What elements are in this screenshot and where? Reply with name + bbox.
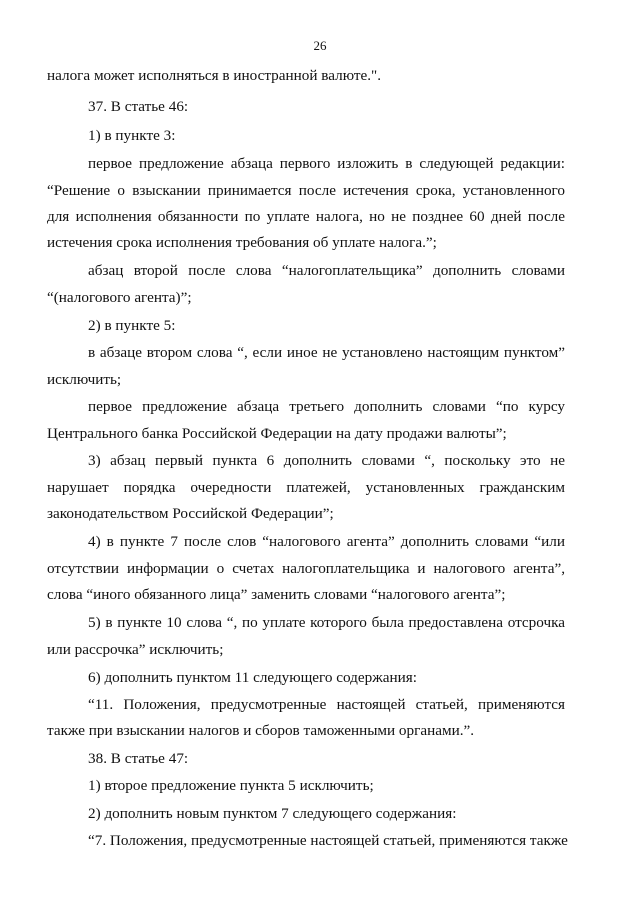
text-line: 5) в пункте 10 слова “, по уплате которого была предоставлена отсрочка <box>88 614 565 631</box>
text-line: для исполнения обязанности по уплате налога, но не позднее 60 дней после <box>47 208 565 225</box>
text-line: исключить; <box>47 371 122 388</box>
page-number: 26 <box>313 38 327 53</box>
text-line: в абзаце втором слова “, если иное не установлено настоящим пунктом” <box>88 344 565 361</box>
text-line: 1) в пункте 3: <box>88 127 176 144</box>
article-heading: 38. В статье 47: <box>88 750 189 767</box>
article-heading: 37. В статье 46: <box>88 98 189 115</box>
text-line: Центрального банка Российской Федерации на дату продажи валюты”; <box>47 425 507 442</box>
text-line: 3) абзац первый пункта 6 дополнить словами “, поскольку это не <box>88 452 565 469</box>
text-line: 1) второе предложение пункта 5 исключить; <box>88 777 374 794</box>
text-line: отсутствии информации о счетах налогоплательщика и налогового агента”, <box>47 560 565 577</box>
text-line: “11. Положения, предусмотренные настоящей статьей, применяются <box>88 696 565 713</box>
text-line: истечения срока исполнения требования об уплате налога.”; <box>47 234 437 251</box>
text-line: первое предложение абзаца третьего дополнить словами “по курсу <box>88 398 565 415</box>
text-line: налога может исполняться в иностранной валюте.". <box>47 67 382 84</box>
text-line: “(налогового агента)”; <box>47 289 192 306</box>
text-line: законодательством Российской Федерации”; <box>47 505 334 522</box>
text-line: или рассрочка” исключить; <box>47 641 224 658</box>
text-line: “Решение о взыскании принимается после истечения срока, установленного <box>47 182 565 199</box>
text-line: 2) дополнить новым пунктом 7 следующего содержания: <box>88 805 457 822</box>
text-line: первое предложение абзаца первого изложить в следующей редакции: <box>88 155 565 172</box>
text-line: слова “иного обязанного лица” заменить словами “налогового агента”; <box>47 586 506 603</box>
text-line: 6) дополнить пунктом 11 следующего содержания: <box>88 669 417 686</box>
text-line: “7. Положения, предусмотренные настоящей статьей, применяются также <box>88 832 568 849</box>
text-line: 2) в пункте 5: <box>88 317 176 334</box>
text-line: 4) в пункте 7 после слов “налогового агента” дополнить словами “или <box>88 533 565 550</box>
text-line: также при взыскании налогов и сборов таможенными органами.”. <box>47 722 475 739</box>
text-line: нарушает порядка очередности платежей, установленных гражданским <box>47 479 565 496</box>
text-line: абзац второй после слова “налогоплательщика” дополнить словами <box>88 262 565 279</box>
